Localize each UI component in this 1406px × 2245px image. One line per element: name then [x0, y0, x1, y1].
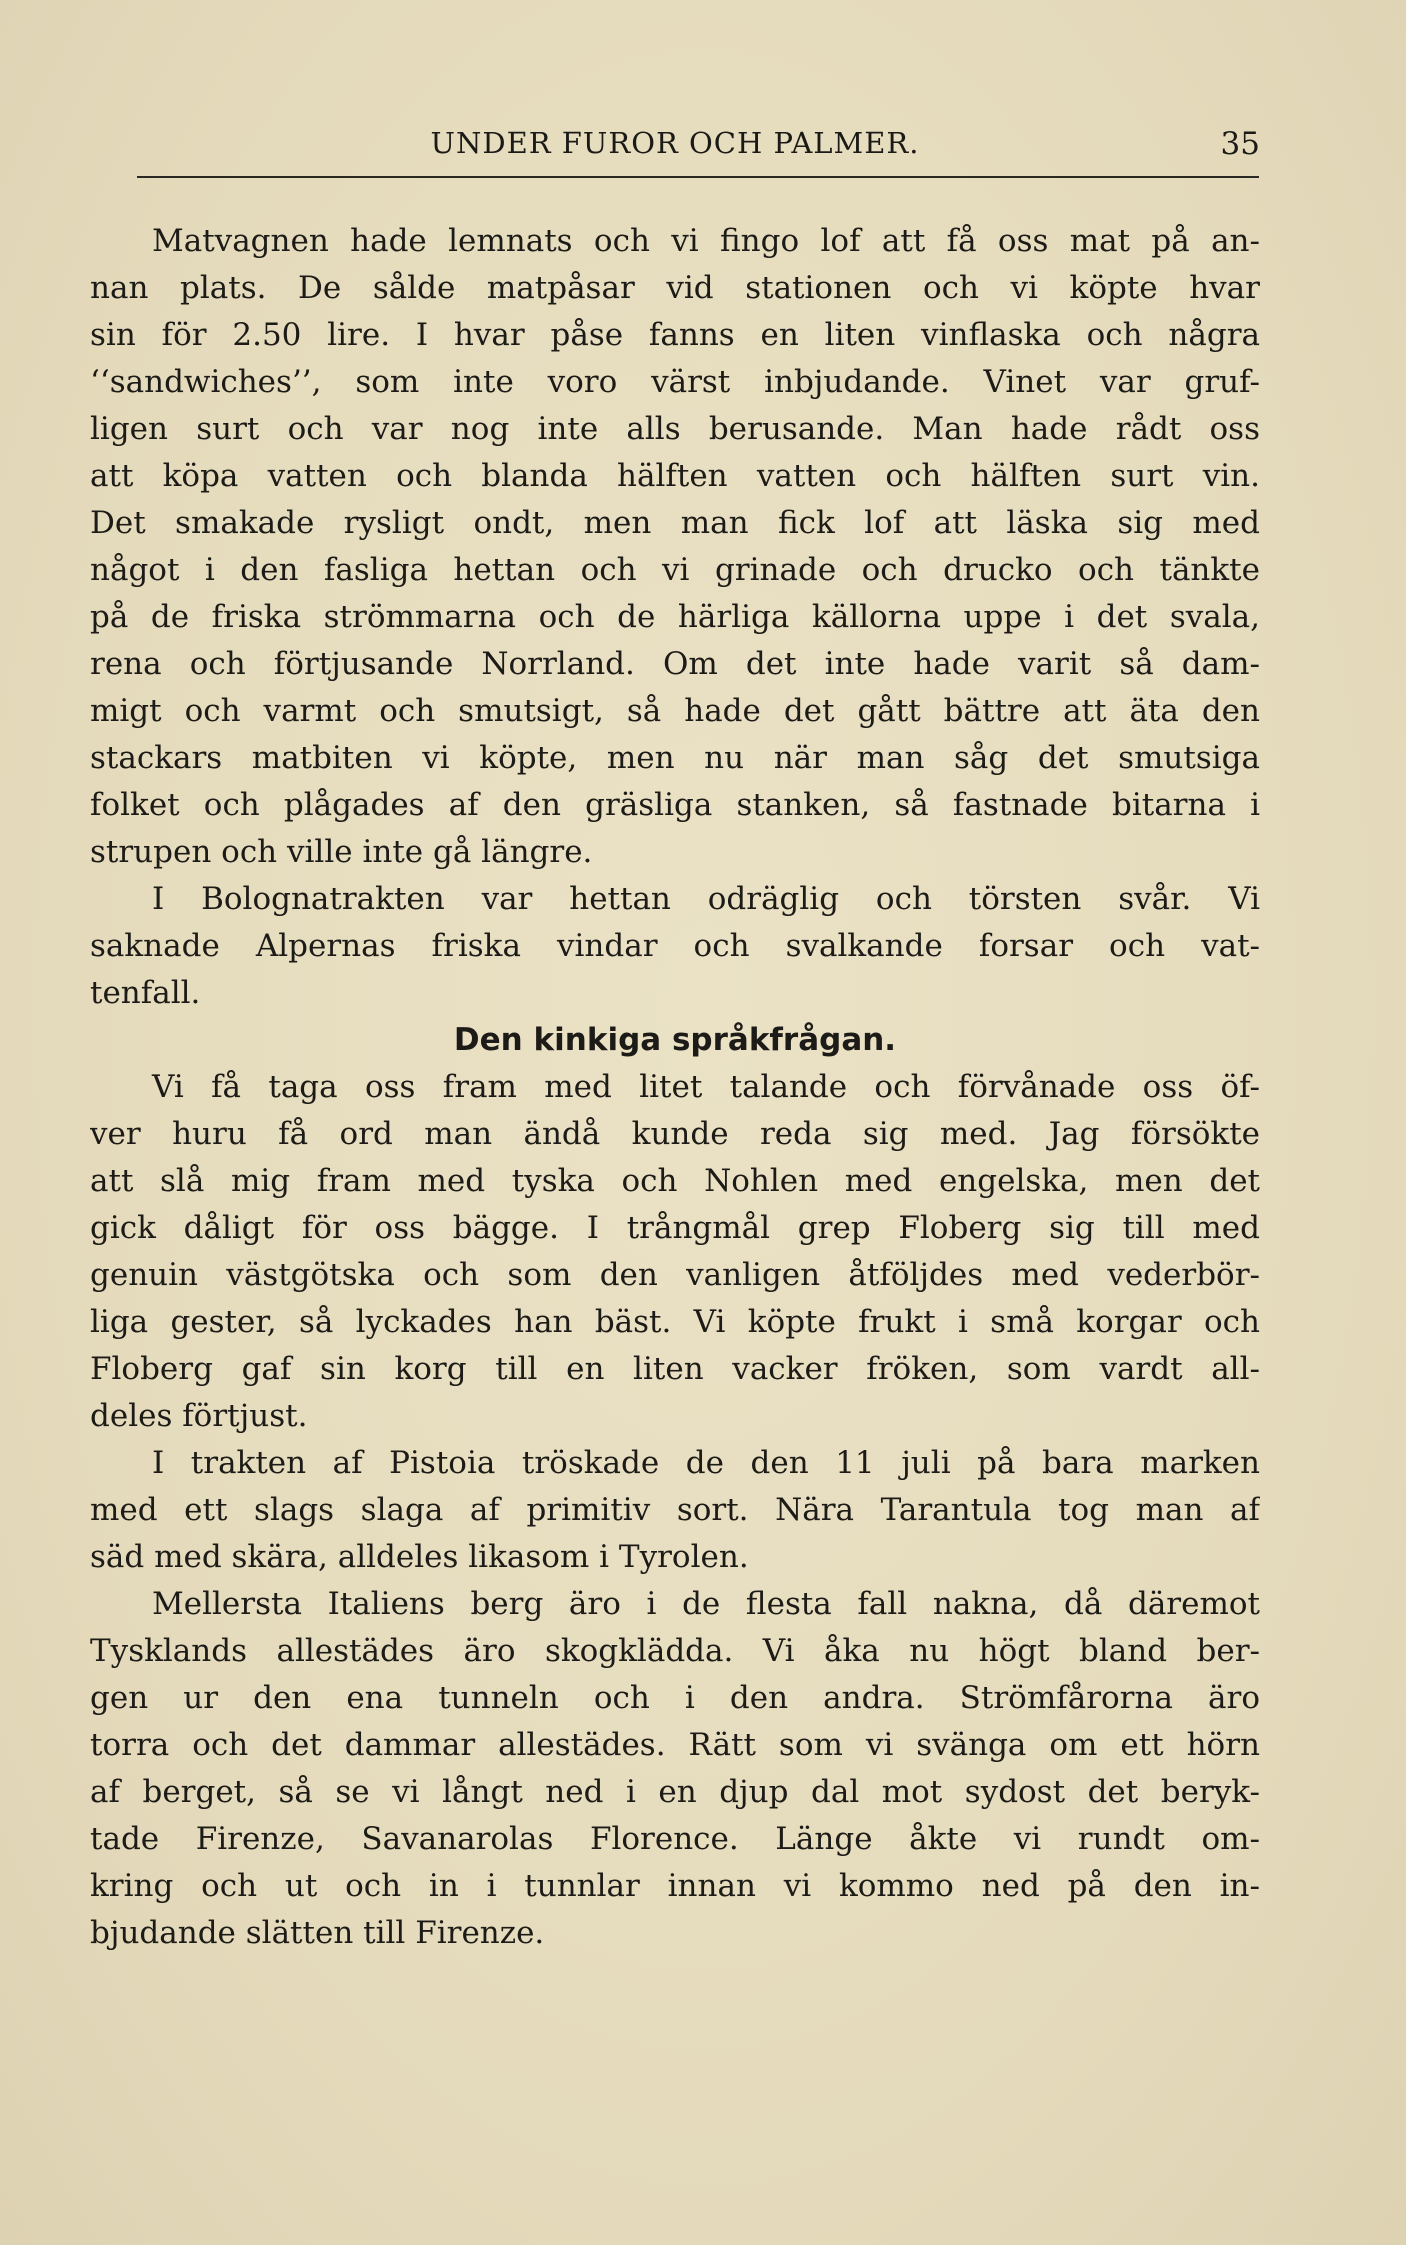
text-line: sin för 2.50 lire. I hvar påse fanns en liten vinflaska och några — [90, 317, 1260, 353]
text-line: på de friska strömmarna och de härliga källorna uppe i det svala, — [90, 599, 1260, 635]
paragraph-first-line: Mellersta Italiens berg äro i de flesta fall nakna, då däremot — [152, 1586, 1260, 1622]
text-line: rena och förtjusande Norrland. Om det inte hade varit så dam- — [90, 646, 1260, 682]
text-line: Floberg gaf sin korg till en liten vacker fröken, som vardt all- — [90, 1351, 1260, 1387]
text-line: genuin västgötska och som den vanligen åtföljdes med vederbör- — [90, 1257, 1260, 1293]
text-line: gick dåligt för oss bägge. I trångmål grep Floberg sig till med — [90, 1210, 1260, 1246]
text-line: kring och ut och in i tunnlar innan vi kommo ned på den in- — [90, 1868, 1260, 1904]
text-line: Det smakade rysligt ondt, men man fick lof att läska sig med — [90, 505, 1260, 541]
text-line: torra och det dammar allestädes. Rätt som vi svänga om ett hörn — [90, 1727, 1260, 1763]
text-line: att slå mig fram med tyska och Nohlen med engelska, men det — [90, 1163, 1260, 1199]
text-line: tade Firenze, Savanarolas Florence. Länge åkte vi rundt om- — [90, 1821, 1260, 1857]
text-line: stackars matbiten vi köpte, men nu när man såg det smutsiga — [90, 740, 1260, 776]
text-line: migt och varmt och smutsigt, så hade det gått bättre att äta den — [90, 693, 1260, 729]
section-heading: Den kinkiga språkfrågan. — [453, 1022, 897, 1058]
text-line: nan plats. De sålde matpåsar vid stationen och vi köpte hvar — [90, 270, 1260, 306]
text-line: tenfall. — [90, 975, 201, 1011]
text-line: med ett slags slaga af primitiv sort. Nära Tarantula tog man af — [90, 1492, 1260, 1528]
header-rule — [137, 176, 1259, 178]
text-line: deles förtjust. — [90, 1398, 308, 1434]
text-line: saknade Alpernas friska vindar och svalkande forsar och vat- — [90, 928, 1260, 964]
text-line: ‘‘sandwiches’’, som inte voro värst inbjudande. Vinet var gruf- — [90, 364, 1260, 400]
text-line: strupen och ville inte gå längre. — [90, 834, 593, 870]
text-line: säd med skära, alldeles likasom i Tyrolen. — [90, 1539, 749, 1575]
paragraph-first-line: I Bolognatrakten var hettan odräglig och törsten svår. Vi — [152, 881, 1260, 917]
text-line: gen ur den ena tunneln och i den andra. Strömfårorna äro — [90, 1680, 1260, 1716]
text-line: ligen surt och var nog inte alls berusande. Man hade rådt oss — [90, 411, 1260, 447]
running-title: UNDER FUROR OCH PALMER. — [430, 126, 920, 160]
text-line: att köpa vatten och blanda hälften vatten och hälften surt vin. — [90, 458, 1260, 494]
text-line: af berget, så se vi långt ned i en djup dal mot sydost det beryk- — [90, 1774, 1260, 1810]
text-line: ver huru få ord man ändå kunde reda sig med. Jag försökte — [90, 1116, 1260, 1152]
paragraph-first-line: I trakten af Pistoia tröskade de den 11 juli på bara marken — [152, 1445, 1260, 1481]
page-number: 35 — [1220, 126, 1260, 162]
paragraph-first-line: Matvagnen hade lemnats och vi fingo lof att få oss mat på an- — [152, 223, 1260, 259]
text-line: bjudande slätten till Firenze. — [90, 1915, 545, 1951]
text-line: något i den fasliga hettan och vi grinade och drucko och tänkte — [90, 552, 1260, 588]
text-line: folket och plågades af den gräsliga stanken, så fastnade bitarna i — [90, 787, 1260, 823]
running-header — [90, 126, 1260, 172]
paragraph-first-line: Vi få taga oss fram med litet talande och förvånade oss öf- — [152, 1069, 1260, 1105]
text-line: Tysklands allestädes äro skogklädda. Vi åka nu högt bland ber- — [90, 1633, 1260, 1669]
text-line: liga gester, så lyckades han bäst. Vi köpte frukt i små korgar och — [90, 1304, 1260, 1340]
body-text — [90, 218, 1260, 1957]
